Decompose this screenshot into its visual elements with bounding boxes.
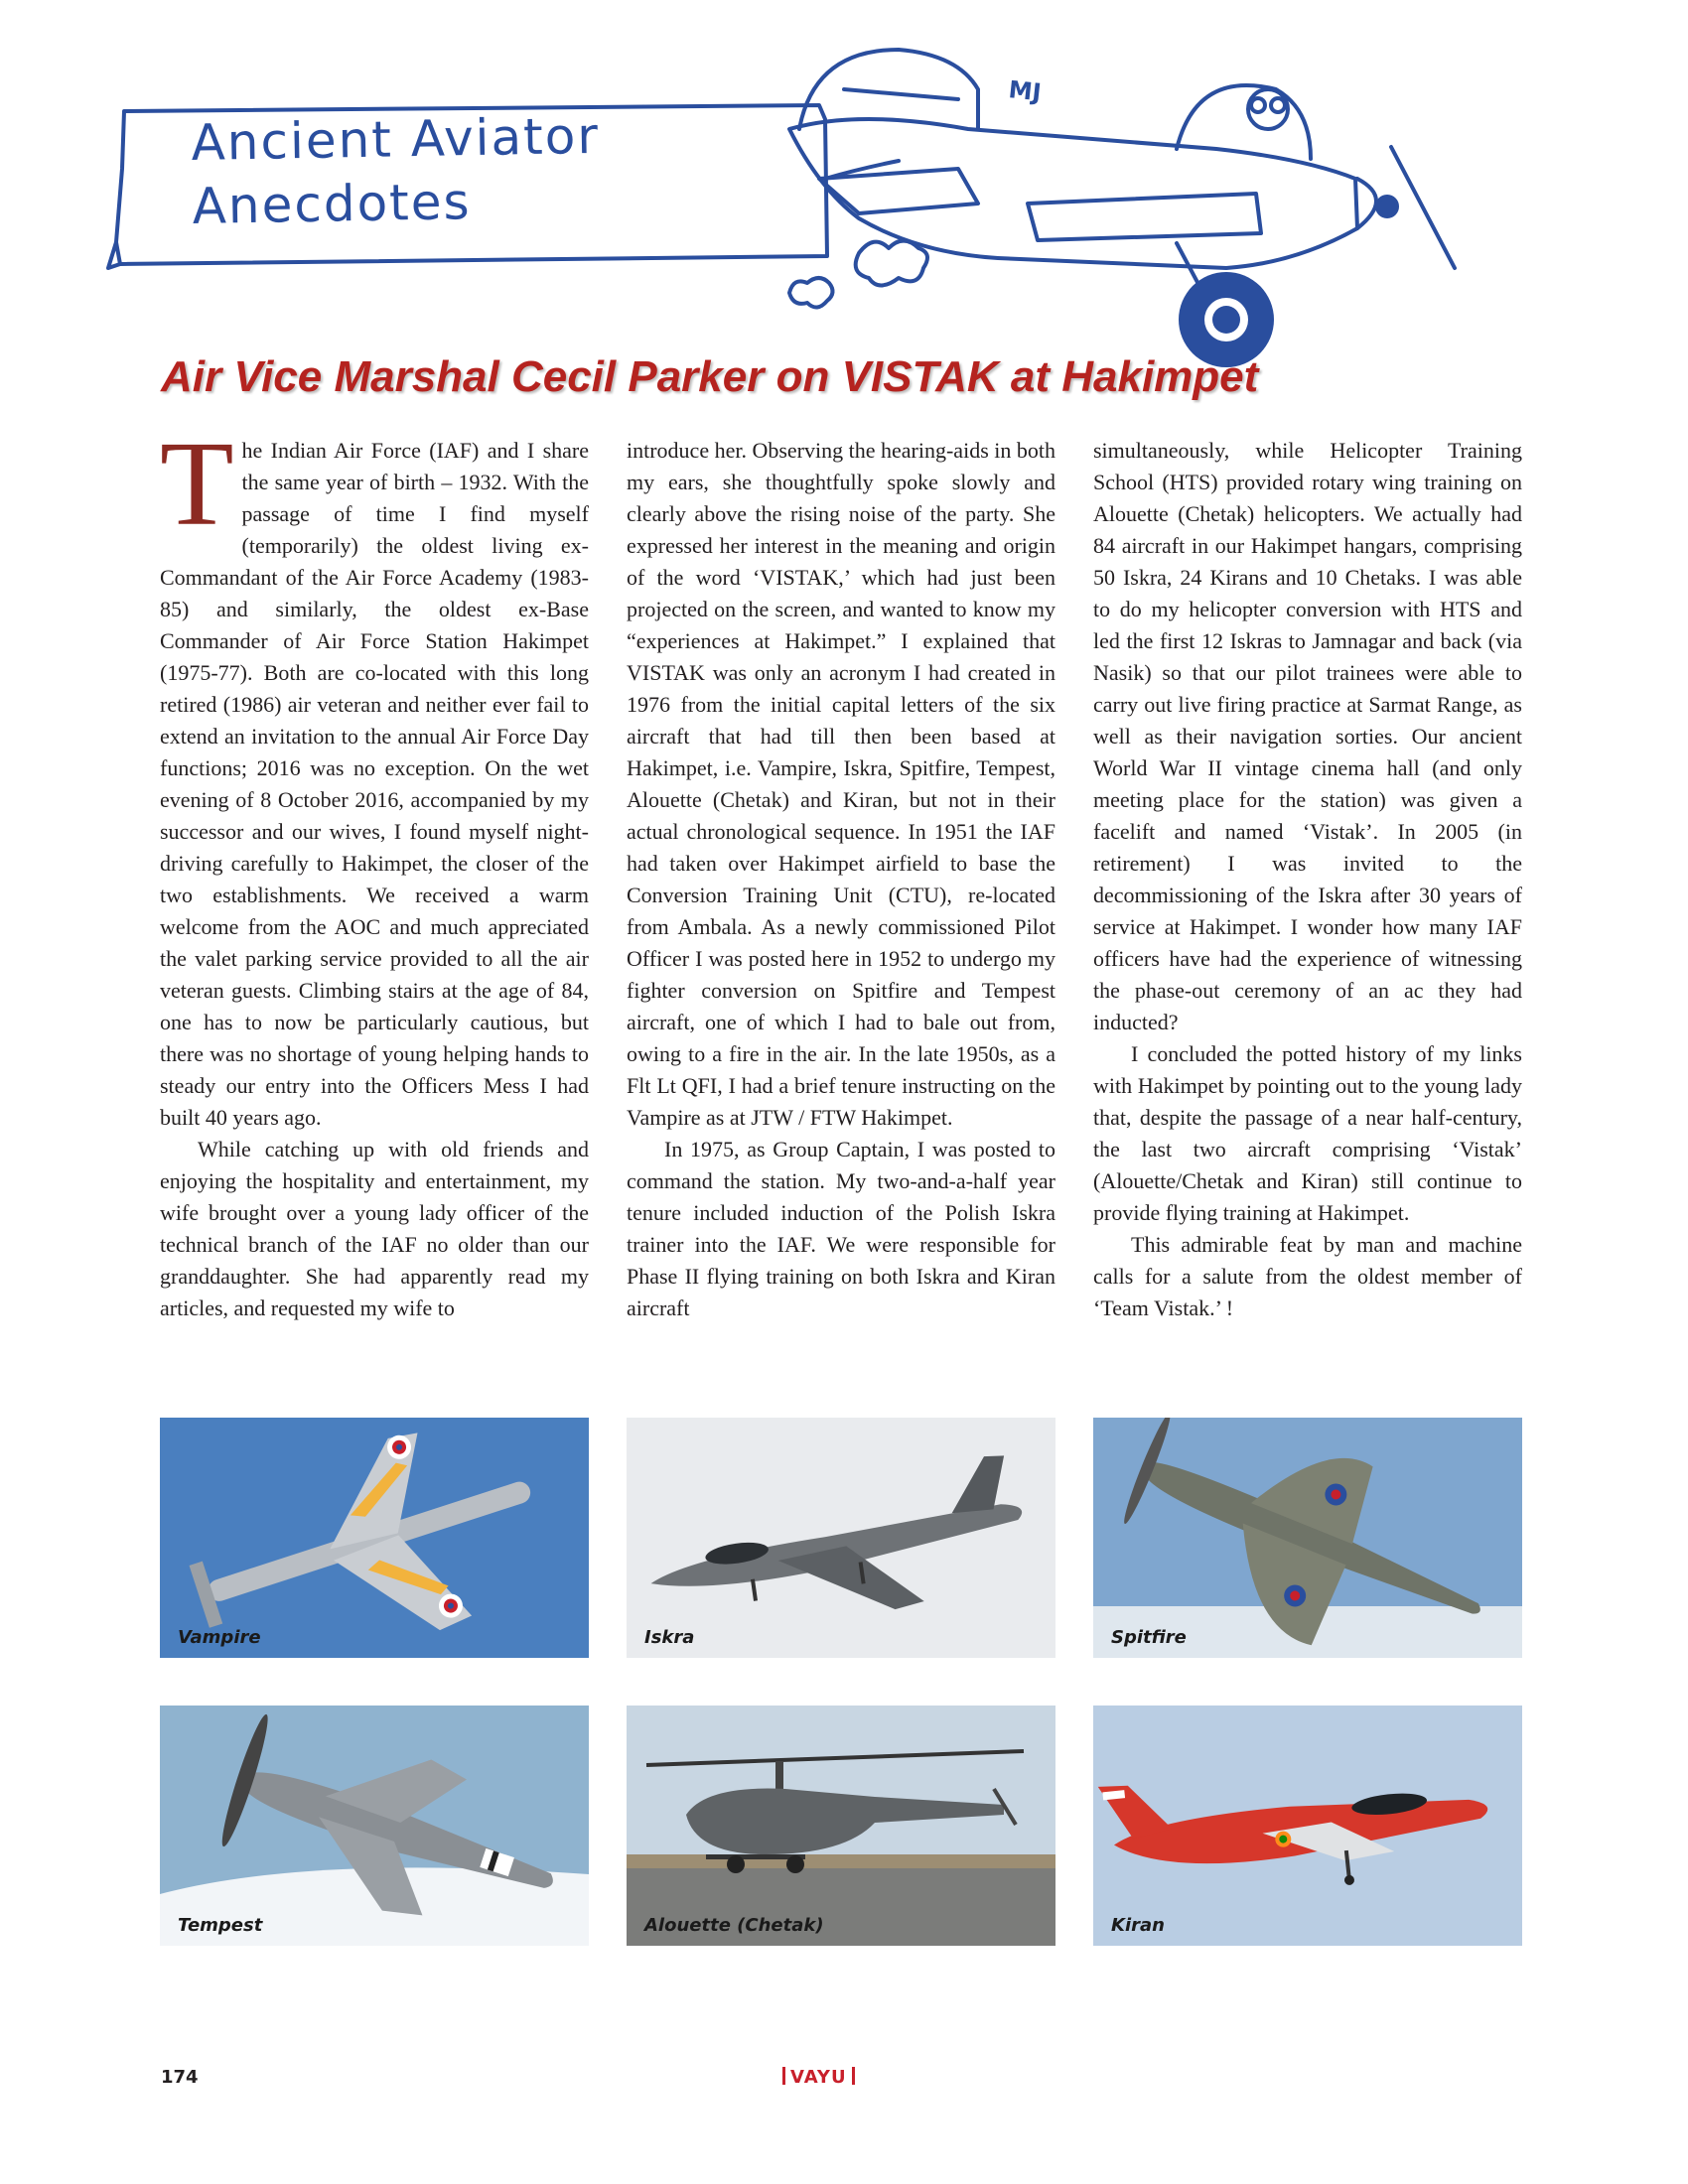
article-paragraph: introduce her. Observing the hearing-aids in both my ears, she thoughtfully spoke slowly and clearly above the rising noise of the party. She expressed her interest in the meaning and origin of the word ‘VISTAK,’ which had just been projected on the screen, and wanted to know my “experiences at Hakimpet.” I explained that VISTAK was only an acronym I had created in 1976 from the initial capital letters of the six aircraft that had till then been based at Hakimpet, i.e. Vampire, Iskra, Spitfire, Tempest, Alouette (Chetak) and Kiran, but not in their actual chronological sequence. In 1951 the IAF had taken over Hakimpet airfield to base the Conversion Training Unit (CTU), re-located from Ambala. As a newly commissioned Pilot Officer I was posted here in 1952 to undergo my fighter conversion on Spitfire and Tempest aircraft, one of which I had to bale out from, owing to a fire in the air. In the late 1950s, as a Flt Lt QFI, I had a brief tenure instructing on the Vampire as at JTW / FTW Hakimpet. <box>627 438 1055 1130</box>
vampire-illustration <box>160 1418 589 1658</box>
photo-caption: Iskra <box>644 1627 695 1648</box>
svg-text:MJ: MJ <box>1007 75 1043 107</box>
article-paragraph: In 1975, as Group Captain, I was posted to command the station. My two-and-a-half year tenure included induction of the Polish Iskra trainer into the IAF. We were responsible for Phase II flying training on both Iskra and Kiran aircraft <box>627 1137 1055 1320</box>
photo-caption: Tempest <box>178 1915 263 1936</box>
article-column-2 <box>627 435 1055 1388</box>
iskra-illustration <box>627 1418 1055 1658</box>
photo-caption: Kiran <box>1111 1915 1165 1936</box>
banner-title-line2: Anecdotes <box>192 173 473 235</box>
article-column-1 <box>160 435 589 1388</box>
photo-alouette <box>627 1706 1055 1946</box>
brand-divider <box>782 2067 785 2085</box>
photo-vampire <box>160 1418 589 1658</box>
article-paragraph: he Indian Air Force (IAF) and I share the same year of birth – 1932. With the passage of time I find myself (temporarily) the oldest living ex-Commandant of the Air Force Academy (1983-85) and similarly, the oldest ex-Base Commander of Air Force Station Hakimpet (1975-77). Both are co-located with this long retired (1986) air veteran and neither ever fail to extend an invitation to the annual Air Force Day functions; 2016 was no exception. On the wet evening of 8 October 2016, accompanied by my successor and our wives, I found myself night-driving carefully to Hakimpet, the closer of the two establishments. We received a warm welcome from the AOC and much appreciated the valet parking service provided to all the air veteran guests. Climbing stairs at the age of 84, one has to now be particularly cautious, but there was no shortage of young helping hands to steady our entry into the Officers Mess I had built 40 years ago. <box>160 438 589 1130</box>
photo-spitfire <box>1093 1418 1522 1658</box>
article-paragraph: This admirable feat by man and machine calls for a salute from the oldest member of ‘Team Vistak.’ ! <box>1093 1232 1522 1320</box>
photo-tempest <box>160 1706 589 1946</box>
article-paragraph: While catching up with old friends and enjoying the hospitality and entertainment, my wife brought over a young lady officer of the technical branch of the IAF no older than our granddaughter. She had apparently read my articles, and requested my wife to <box>160 1137 589 1320</box>
photo-iskra <box>627 1418 1055 1658</box>
tempest-illustration <box>160 1706 589 1946</box>
banner-title-line1: Ancient Aviator <box>191 106 601 172</box>
photo-kiran <box>1093 1706 1522 1946</box>
article-paragraph: simultaneously, while Helicopter Training School (HTS) provided rotary wing training on Alouette (Chetak) helicopters. We actually had 84 aircraft in our Hakimpet hangars, comprising 50 Iskra, 24 Kirans and 10 Chetaks. I was able to do my helicopter conversion with HTS and led the first 12 Iskras to Jamnagar and back (via Nasik) so that our pilot trainees were able to carry out live firing practice at Sarmat Range, as well as their navigation sorties. Our ancient World War II vintage cinema hall (and only meeting place for the station) was given a facelift and named ‘Vistak’. In 2005 (in retirement) I was invited to the decommissioning of the Iskra after 30 years of service at Hakimpet. I wonder how many IAF officers have had the experience of witnessing the phase-out ceremony of an ac they had inducted? <box>1093 438 1522 1034</box>
article-paragraph: I concluded the potted history of my links with Hakimpet by pointing out to the young lady that, despite the passage of a near half-century, the last two aircraft comprising ‘Vistak’ (Alouette/Chetak and Kiran) still continue to provide flying training at Hakimpet. <box>1093 1041 1522 1225</box>
brand-divider <box>852 2067 855 2085</box>
drop-cap: T <box>160 435 234 551</box>
kiran-illustration <box>1093 1706 1522 1946</box>
photo-caption: Spitfire <box>1111 1627 1187 1648</box>
page-number: 174 <box>161 2067 199 2088</box>
article-headline: Air Vice Marshal Cecil Parker on VISTAK at Hakimpet <box>161 352 1259 401</box>
alouette-illustration <box>627 1706 1055 1946</box>
banner-title <box>191 104 602 238</box>
article-column-3 <box>1093 435 1522 1388</box>
photo-caption: Alouette (Chetak) <box>644 1915 824 1936</box>
magazine-brand <box>777 2067 860 2088</box>
brand-name: VAYU <box>790 2067 847 2088</box>
spitfire-illustration <box>1093 1418 1522 1658</box>
photo-caption: Vampire <box>178 1627 261 1648</box>
